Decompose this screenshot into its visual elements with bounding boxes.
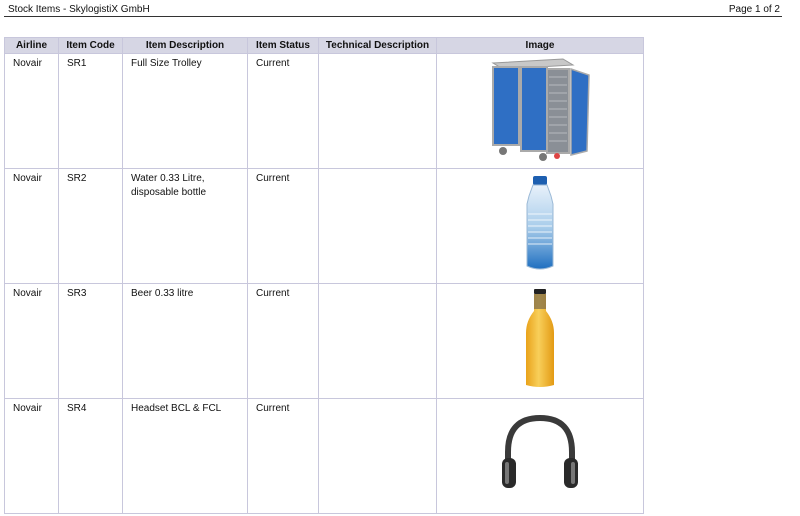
column-header-item-code: Item Code [59, 38, 123, 54]
cell-item-description: Beer 0.33 litre [123, 284, 248, 399]
trolley-image [485, 55, 595, 163]
cell-image [437, 399, 644, 514]
cell-item-description: Water 0.33 Litre, disposable bottle [123, 169, 248, 284]
cell-item-code: SR1 [59, 54, 123, 169]
cell-airline: Novair [5, 169, 59, 284]
beer-bottle-image [520, 287, 560, 391]
column-header-item-status: Item Status [248, 38, 319, 54]
cell-technical-description [319, 284, 437, 399]
cell-technical-description [319, 169, 437, 284]
cell-item-code: SR3 [59, 284, 123, 399]
table-header-row [5, 38, 644, 54]
stock-items-table [4, 37, 644, 514]
cell-item-status: Current [248, 54, 319, 169]
cell-item-status: Current [248, 169, 319, 284]
column-header-item-description: Item Description [123, 38, 248, 54]
page-number: Page 1 of 2 [728, 4, 780, 15]
cell-image [437, 54, 644, 169]
cell-item-status: Current [248, 284, 319, 399]
table-row [5, 284, 644, 399]
table-row [5, 54, 644, 169]
cell-item-code: SR2 [59, 169, 123, 284]
table-row [5, 169, 644, 284]
document-title: Stock Items - SkylogistiX GmbH [8, 4, 150, 15]
cell-item-description: Full Size Trolley [123, 54, 248, 169]
column-header-image: Image [437, 38, 644, 54]
table-row [5, 399, 644, 514]
cell-item-code: SR4 [59, 399, 123, 514]
cell-airline: Novair [5, 54, 59, 169]
cell-item-description: Headset BCL & FCL [123, 399, 248, 514]
cell-item-status: Current [248, 399, 319, 514]
column-header-airline: Airline [5, 38, 59, 54]
cell-image [437, 284, 644, 399]
cell-technical-description [319, 399, 437, 514]
water-bottle-image [520, 174, 560, 274]
headset-image [498, 412, 582, 496]
page-header [4, 3, 782, 17]
cell-image [437, 169, 644, 284]
cell-technical-description [319, 54, 437, 169]
cell-airline: Novair [5, 284, 59, 399]
cell-airline: Novair [5, 399, 59, 514]
column-header-technical-description: Technical Description [319, 38, 437, 54]
